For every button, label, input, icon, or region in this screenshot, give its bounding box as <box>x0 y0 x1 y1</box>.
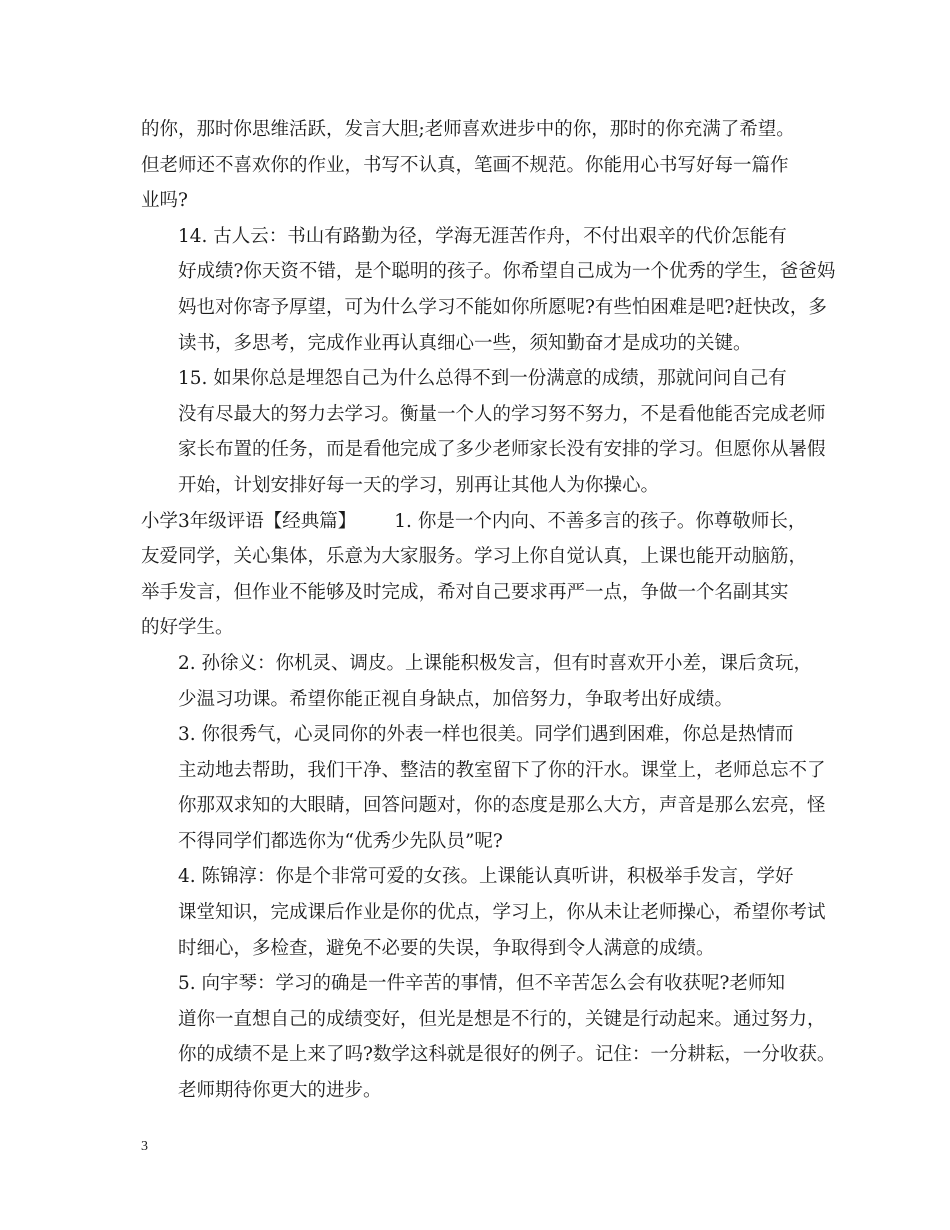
paragraph-line: 的好学生。 <box>141 617 234 639</box>
paragraph-line: 3. 你很秀气，心灵同你的外表一样也很美。同学们遇到困难，你总是热情而 <box>178 724 794 746</box>
paragraph-line: 不得同学们都选你为“优秀少先队员”呢? <box>178 830 503 852</box>
paragraph-line: 你那双求知的大眼睛，回答问题对，你的态度是那么大方，声音是那么宏亮，怪 <box>178 795 826 817</box>
paragraph-line: 妈也对你寄予厚望，可为什么学习不能如你所愿呢?有些怕困难是吧?赶快改，多 <box>178 296 827 318</box>
paragraph-line: 好成绩?你天资不错，是个聪明的孩子。你希望自己成为一个优秀的学生，爸爸妈 <box>178 261 836 283</box>
section-title: 小学3年级评语【经典篇】 <box>141 510 357 532</box>
paragraph-line-text: 1. 你是一个内向、不善多言的孩子。你尊敬师长， <box>394 510 807 532</box>
paragraph-15 <box>141 361 826 503</box>
paragraph-line: 没有尽最大的努力去学习。衡量一个人的学习努不努力，不是看他能否完成老师 <box>178 403 826 425</box>
paragraph-line: 家长布置的任务，而是看他完成了多少老师家长没有安排的学习。但愿你从暑假 <box>178 439 826 461</box>
paragraph-line: 4. 陈锦淳：你是个非常可爱的女孩。上课能认真听讲，积极举手发言，学好 <box>178 866 794 888</box>
paragraph-line: 读书，多思考，完成作业再认真细心一些，须知勤奋才是成功的关键。 <box>178 332 752 354</box>
paragraph-line <box>141 504 811 540</box>
paragraph-line: 老师期待你更大的进步。 <box>178 1080 382 1102</box>
paragraph-2 <box>141 646 811 717</box>
paragraph-line: 14. 古人云：书山有路勤为径，学海无涯苦作舟，不付出艰辛的代价怎能有 <box>178 225 787 247</box>
paragraph-line: 15. 如果你总是埋怨自己为什么总得不到一份满意的成绩，那就问问自己有 <box>178 368 787 390</box>
paragraph-line: 举手发言，但作业不能够及时完成，希对自己要求再严一点，争做一个名副其实 <box>141 581 789 603</box>
paragraph-line: 道你一直想自己的成绩变好，但光是想是不行的，关键是行动起来。通过努力， <box>178 1008 826 1030</box>
paragraph-line: 你的成绩不是上来了吗?数学这科就是很好的例子。记住：一分耕耘，一分收获。 <box>178 1044 836 1066</box>
paragraph-line: 课堂知识，完成课后作业是你的优点，学习上，你从未让老师操心，希望你考试 <box>178 902 826 924</box>
paragraph-line: 业吗? <box>141 190 188 212</box>
paragraph-section <box>141 504 811 646</box>
paragraph-14 <box>141 219 836 361</box>
paragraph-5 <box>141 966 836 1108</box>
paragraph-line: 少温习功课。希望你能正视自身缺点，加倍努力，争取考出好成绩。 <box>178 688 734 710</box>
document-body <box>141 112 836 1109</box>
paragraph-4 <box>141 859 826 966</box>
paragraph-line: 但老师还不喜欢你的作业，书写不认真，笔画不规范。你能用心书写好每一篇作 <box>141 154 789 176</box>
page-number: 3 <box>141 1139 148 1154</box>
paragraph-3 <box>141 717 826 859</box>
paragraph-line: 时细心，多检查，避免不必要的失误，争取得到令人满意的成绩。 <box>178 937 715 959</box>
paragraph-line: 的你，那时你思维活跃，发言大胆;老师喜欢进步中的你，那时的你充满了希望。 <box>141 119 795 140</box>
paragraph-line: 2. 孙徐义：你机灵、调皮。上课能积极发言，但有时喜欢开小差，课后贪玩， <box>178 652 813 674</box>
paragraph-line: 5. 向宇琴：学习的确是一件辛苦的事情，但不辛苦怎么会有收获呢?老师知 <box>178 973 785 995</box>
paragraph-line: 友爱同学，关心集体，乐意为大家服务。学习上你自觉认真，上课也能开动脑筋， <box>141 546 808 568</box>
paragraph-continued <box>141 112 811 219</box>
paragraph-line: 开始，计划安排好每一天的学习，别再让其他人为你操心。 <box>178 474 660 496</box>
paragraph-line: 主动地去帮助，我们干净、整洁的教室留下了你的汗水。课堂上，老师总忘不了 <box>178 759 826 781</box>
